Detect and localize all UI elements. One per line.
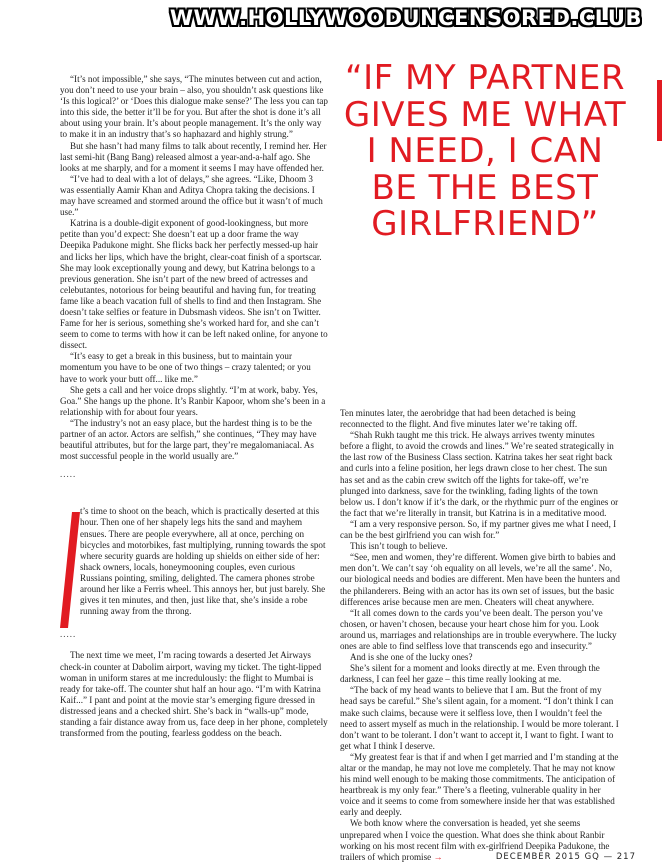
paragraph: “I am a very responsive person. So, if my partner gives me what I need, I can be the best girlfriend you can wish for.” [340, 518, 617, 541]
pull-quote: “IF MY PARTNER GIVES ME WHAT I NEED, I CAN BE THE BEST GIRLFRIEND” [343, 58, 627, 244]
continue-arrow-icon: → [433, 851, 443, 862]
paragraph: “It all comes down to the cards you’ve been dealt. The person you’ve chosen, or haven’t chosen, because your heart chose him for you. Look around us, marriages and relationships are in trouble everywhere. The lucky ones are able to find selfless love that transcends ego and insecurity.” [340, 607, 617, 651]
paragraph: This isn’t tough to believe. [350, 541, 448, 552]
paragraph: But she hasn’t had many films to talk about recently, I remind her. Her last semi-hit (Bang Bang) released almost a year-and-a-half ago. She looks at me sharply, and for a moment it seems I may have offended her. [60, 140, 327, 173]
watermark-text: WWW.HOLLYWOODUNCENSORED.CLUB [169, 6, 642, 30]
paragraph: t’s time to shoot on the beach, which is practically deserted at this hour. Then one of her shapely legs hits the sand and mayhem ensues. There are people everywhere, all at once, perching on bicycles and motorbikes, fast multiplying, running towards the spot where security guards are holding up shields on either side of her: shack owners, locals, honeymooning couples, even curious Russians pointing, smiling, delighted. The camera phones strobe around her like a Ferris wheel. This annoys her, but just barely. She gives it ten minutes, and then, just like that, she’s inside a robe running away from the throng. [80, 506, 326, 617]
section-separator: ..... [60, 469, 77, 480]
section-separator: ..... [60, 629, 77, 640]
paragraph: “My greatest fear is that if and when I get married and I’m standing at the altar or the mandap, he may not love me completely. That he may not know his mind well enough to be making those commitments. The anticipation of heartbreak is my only fear.” There’s a fleeting, vulnerable quality in her voice and it seems to come from somewhere inside her that was established early and deeply. [340, 751, 619, 818]
paragraph: “I’ve had to deal with a lot of delays,” she agrees. “Like, Dhoom 3 was essentially Aamir Khan and Aditya Chopra taking the decisions. I may have screamed and stormed around the office but it wasn’t of much use.” [60, 173, 323, 218]
paragraph: “See, men and women, they’re different. Women give birth to babies and men don’t. We can’t say ‘oh equality on all levels, we’re all the same’. No, our biological needs and bodies are different. Men have been the hunters and the philanderers. Being with an actor has its own set of issues, but the basic differences arise because men are men. Cheaters will cheat anywhere. [340, 552, 620, 607]
paragraph: “Shah Rukh taught me this trick. He always arrives twenty minutes before a flight, to avoid the crowds and lines.” We’re seated strategically in the last row of the Business Class section. Katrina takes her seat right back and curls into a feline position, her legs drawn close to her chest. The sun has set and as the cabin crew switch off the lights for take-off, we’re plunged into darkness, save for the twinkling, fading lights of the town below us. I don’t know if it’s the dark, or the rhythmic purr of the engines or the fact that we’re literally in transit, but Katrina is in a meditative mood. [340, 430, 619, 518]
paragraph: “It’s not impossible,” she says, “The minutes between cut and action, you don’t need to use your brain – also, you shouldn’t ask questions like ‘Is this logical?’ or ‘Does this dialogue make sense?’ The less you can tap into this side, the better it’ll be for you. But after the shot is done it’s all about using your brain. It’s about people management. It’s the only way to make it in an industry that’s so haphazard and highly strung.” [60, 74, 328, 140]
drop-cap-letter [60, 512, 80, 628]
left-column [60, 74, 328, 739]
paragraph: The next time we meet, I’m racing towards a deserted Jet Airways check-in counter at Dabolim airport, waving my ticket. The tight-lipped woman in uniform stares at me incredulously: the flight to Mumbai is ready for take-off. The counter shut half an hour ago. “I’m with Katrina Kaif...” I pant and point at the movie star’s emerging figure dressed in distressed jeans and a checked shirt. She’s back in “walls-up” mode, standing a fair distance away from us, face deep in her phone, completely transformed from the pouting, fearless goddess on the beach. [60, 650, 328, 739]
paragraph: And is she one of the lucky ones? [350, 652, 473, 663]
paragraph: “The back of my head wants to believe that I am. But the front of my head says be careful.” She’s silent again, for a moment. “I don’t think I can make such claims, because were it selfless love, then I wouldn’t feel the need to assert myself as much in the relationship. I would be more tolerant. I don’t want to be tolerant. I don’t want to accept it, I want to fight. I want to get what I think I deserve. [340, 685, 619, 751]
paragraph-text: We both know where the conversation is headed, yet she seems unprepared when I voice the question. What does she think about Ranbir working on his most recent film with ex-girlfriend Deepika Padukone, the trailers of which promise [340, 818, 610, 862]
paragraph: “The industry’s not an easy place, but the hardest thing is to be the partner of an actor. Actors are selfish,” she continues, “They may have beautiful attributes, but for the large part, they’re megalomaniacal. As most successful people in the world usually are.” [60, 417, 317, 462]
paragraph: She’s silent for a moment and looks directly at me. Even through the darkness, I can feel her gaze – this time really looking at me. [340, 663, 600, 685]
page-edge-mark [657, 80, 662, 840]
right-column [340, 408, 620, 863]
paragraph: “It’s easy to get a break in this business, but to maintain your momentum you have to be one of two things – crazy talented; or you have to work your butt off... like me.” [60, 351, 311, 384]
dropcap-section [60, 506, 328, 617]
paragraph: Ten minutes later, the aerobridge that had been detached is being reconnected to the flight. And five minutes later we’re taking off. [340, 408, 578, 430]
watermark-banner [0, 0, 662, 36]
paragraph: She gets a call and her voice drops slightly. “I’m at work, baby. Yes, Goa.” She hangs up the phone. It’s Ranbir Kapoor, whom she’s been in a relationship with for about four years. [60, 384, 326, 417]
page-footer: DECEMBER 2015 GQ — 217 [495, 852, 636, 862]
paragraph: Katrina is a double-digit exponent of good-lookingness, but more petite than you’d expect: She doesn’t eat up a door frame the way Deepika Padukone might. She flicks back her perfectly messed-up hair and licks her lips, which have the bright, clear-coat finish of a sportscar. She may look exceptionally young and dewy, but Katrina belongs to a previous generation. She isn’t part of the new breed of actresses and celebutantes, notorious for being beautiful and having fun, for treating fame like a beach vacation full of shells to find and then Instagram. She doesn’t take selfies or feature in Dubsmash videos. She isn’t on Twitter. Fame for her is serious, something she’s worked hard for, and she can’t seem to come to terms with how it can be left naked online, for anyone to dissect. [60, 218, 328, 351]
